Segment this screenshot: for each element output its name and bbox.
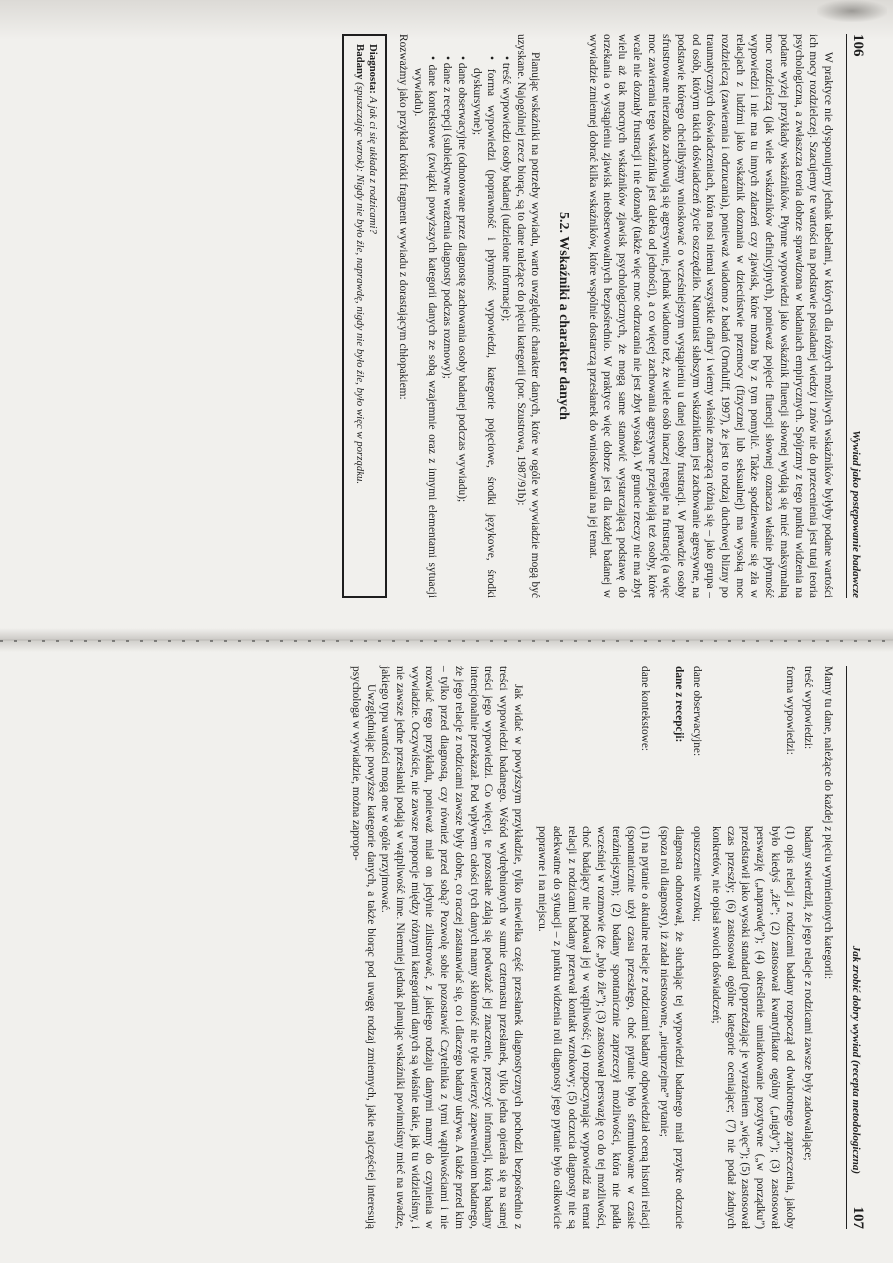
category-label: treść wypowiedzi:	[802, 666, 815, 750]
table-row	[531, 666, 653, 1229]
data-category-list	[410, 34, 513, 598]
category-text: (1) opis relacji z rodzicami badany rozpoczął od dwukrotnego zaprzeczenia, jakoby było kiedyś „źle”; (2) zastosował kwantyfikator ogólny („nigdy”); (3) zastosował perswazję („naprawdę”); (4) określenie umiarkowanie pozytywne („w porządku”) przedstawił jako wysoki standard (poprzedzając je wyrażeniem „więc”); (5) zastosował czas przeszły; (6) zastosował ogólne kategorie oceniające; (7) nie podał żadnych konkretów, nie opisał swoich doświadczeń;	[710, 826, 796, 1229]
right-page-header	[846, 666, 869, 1229]
category-text: diagnosta odnotował, że słuchając tej wypowiedzi badanego miał przykre odczucie (spoza roli diagnosty), iż zadał niestosowne, „nieuprzejme” pytanie;	[657, 826, 685, 1229]
left-page-number: 106	[850, 34, 866, 57]
list-item: • dane obserwacyjne (odnotowane przez diagnostę zachowania osoby badanej podczas wywiadu);	[455, 56, 468, 503]
interview-excerpt-box	[342, 34, 387, 598]
data-categories-table	[531, 666, 816, 1229]
table-row	[686, 666, 705, 1229]
list-item: • dane z recepcji (subiektywne wrażenia diagnosty podczas rozmowy);	[441, 56, 454, 379]
category-text: opuszczenie wzroku;	[691, 826, 704, 922]
right-page-number: 107	[850, 1206, 866, 1229]
left-page-body	[342, 34, 835, 598]
right-page-body	[348, 666, 835, 1229]
right-page	[0, 632, 893, 1263]
paragraph: Uwzględniając powyższe kategorie danych, a także biorąc pod uwagę rodzaj zmiennych, jakie najczęściej interesują psychologa w wywiadzie, można zapropo-	[349, 666, 377, 1229]
category-text: badany stwierdził, że jego relacje z rodzicami zawsze były zadowalające;	[802, 826, 815, 1161]
badany-line: Badany (spuszczając wzrok): Nigdy nie było źle, naprawdę, nigdy nie było źle, było więc w porządku.	[353, 44, 366, 485]
closing-sentence: Rozważmy jako przykład krótki fragment wywiadu z dorastającym chłopakiem:	[397, 34, 410, 400]
section-intro: Planując wskaźniki na potrzeby wywiadu, warto uwzględnić charakter danych, które w ogóle w wywiadzie mogą być uzyskane. Najogólniej rzecz biorąc, są to dane należące do pięciu kategorii (por. Szustrowa, 1987/91b):	[514, 34, 542, 598]
category-label: dane obserwacyjne:	[691, 666, 704, 757]
category-label: dane kontekstowe:	[639, 666, 652, 752]
right-running-title: Jak zrobić dobry wywiad (recepta metodologiczna)	[850, 945, 862, 1174]
table-row	[704, 666, 796, 1229]
left-page-header	[846, 34, 869, 598]
category-label: dane z recepcji:	[672, 666, 685, 743]
table-row	[652, 666, 685, 1229]
paragraph: Jak widać w powyższym przykładzie, tylko niewielka część przesłanek diagnostycznych pochodzi bezpośrednio z treści wypowiedzi badanego. Wśród wydrębnionych w sumie czternastu przesłanek, tylko jedna opierała się na samej treści jego wypowiedzi. Co więcej, te pozostałe zdają się podważać jej znaczenie, przeczyć informacji, którą badany intencjonalnie przekazał. Pod wpływem całości tych danych mamy skłonność nie tyle uwierzyć zapewnieniom badanego, że jego relacje z rodzicami zawsze były dobre, co raczej zastanawiać się, co i dlaczego badany ukrywa. A także przed kim – tylko przed diagnostą, czy również przed sobą? Pozwolę sobie pozostawić Czytelnika z tymi wątpliwościami i nie rozwiać tego przykładu, ponieważ miał on jedynie zilustrować, z jakiego rodzaju danymi mamy do czynienia w wywiadzie. Oczywiście, nie zawsze proporcje między różnymi kategoriami danych są właśnie takie, jak tu widzieliśmy, i nie zawsze jedne przesłanki podają w wątpliwość inne. Niemniej jednak planując wskaźniki powinniśmy mieć na uwadze, jakiego typu wartości mogą one w ogóle przyjmować.	[379, 666, 524, 1229]
category-text: (1) na pytanie o aktualne relacje z rodzicami badany odpowiedział oceną historii relacji (spontanicznie użył czasu przeszłego, choć pytanie było sformułowane w czasie teraźniejszym); (2) badany spontanicznie zaprzeczył możliwości, która nie padła wcześniej w rozmowie (że „było źle”); (3) zastosował perswazję co do tej możliwości, choć badający nie podawał jej w wątpliwość; (4) rozpoczynając wypowiedź na temat relacji z rodzicami badany przerwał kontakt wzrokowy; (5) odczucia diagnosty nie są adekwatne do sytuacji – z punktu widzenia roli diagnosty jego pytanie było całkowicie poprawne i na miejscu.	[536, 826, 652, 1229]
section-title: 5.2. Wskaźniki a charakter danych	[556, 212, 572, 420]
list-item: • dane kontekstowe (związki powyższych kategorii danych ze sobą wzajemnie oraz z innymi elementami sytuacji wywiadu).	[411, 56, 439, 598]
list-item: • forma wypowiedzi (poprawność i płynność wypowiedzi, kategorie pojęciowe, środki językowe, środki dyskursywne);	[470, 56, 498, 598]
intro-sentence: Mamy tu dane, należące do każdej z pięciu wymienionych kategorii:	[822, 666, 834, 980]
table-row	[797, 666, 816, 1229]
diagnosta-line: Diagnosta: A jak ci się układa z rodzicami?	[367, 44, 380, 234]
list-item: • treść wypowiedzi osoby badanej (udzielone informacje);	[499, 56, 512, 322]
category-label: forma wypowiedzi:	[783, 666, 796, 755]
paragraph: W praktyce nie dysponujemy jednak tabelami, w których dla różnych możliwych wskaźników byłyby podane wartości ich mocy rozdzielczej. Szacujemy te wartości na podstawie posiadanej wiedzy i znów nie do przecenienia jest tutaj teoria psychologiczna, a zwłaszcza teoria dobrze sprawdzona w badaniach empirycznych. Spójrzmy z tego punktu widzenia na podane wyżej przykłady wskaźników. Płynne wypowiedzi jako wskaźnik fluencji słownej wydają się mieć maksymalną moc rozdzielczą (jak wiele wskaźników definicyjnych), ponieważ pojęcie fluencji słownej oznacza właśnie płynność wypowiedzi i nie ma tu innych zdarzeń czy zjawisk, które można by z tym pomylić. Także spodziewanie się zła w relacjach z ludźmi jako wskaźnik doznania w dzieciństwie przemocy (fizycznej lub seksualnej) ma wysoką moc rozdzielczą (zawierania i odrzucania), ponieważ wiadomo z badań (Orndulff, 1997), że jest to rodzaj duchowej blizny po traumatycznych doświadczeniach, która nosi niemal wszystkie ofiary i wiemy właśnie znaczącą różnią się – jako grupa – od osób, którym takich doświadczeń życie oszczędziło. Natomiast słabszym wskaźnikiem jest zachowanie agresywne, na podstawie którego chcielibyśmy wnioskować o wcześniejszym wystąpieniu u danej osoby frustracji. W prawdzie osoby sfrustrowane nierzadko zachowują się agresywnie, jednak wiadomo też, że wiele osób inaczej reaguje na frustrację (a więc moc zawierania tego wskaźnika jest daleka od jedności), a co więcej zachowania agresywne przejawiają też osoby, które wcale nie doznały frustracji i nie doznały (także więc moc odrzucania nie jest zbyt wysoka). W gruncie rzeczy nie ma zbyt wielu aż tak mocnych wskaźników zjawisk psychologicznych, że mogą same stanowić wystarczającą podstawę do orzekania o wystąpieniu zjawisk nieobserwowalnych bezpośrednio. W praktyce więc dobrze jest dla każdej badanej w wywiadzie zmiennej dobrać kilka wskaźników, które wspólnie dostarczą przesłanek do wnioskowania na jej temat.	[586, 34, 834, 598]
left-running-title: Wywiad jako postępowanie badawcze	[850, 430, 862, 598]
